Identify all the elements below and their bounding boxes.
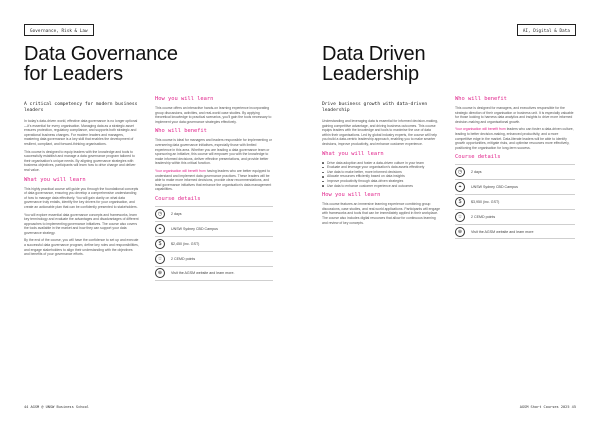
- who-benefit-text: having leaders who are better equipped to understand and implement data governance practices. These leaders will be able to make more informed decisions, provide clear recommendations, and lead governance initiatives that enhance the organisation's data management capabilities.: [155, 168, 272, 192]
- who-benefit-text: leaders who can foster a data-driven culture, leading to better decision-making, enhanced productivity, and a more competitive edge in the market. Data-literate leaders will be able to identify growth opportunities, mitigate risks, and optimise resources more effectively, positioning the organisation for long-term success.: [455, 127, 574, 150]
- list-item: Use data to make better, more informed decisions: [322, 170, 440, 175]
- course-title-line1: Data Driven: [322, 43, 426, 65]
- detail-points: [455, 209, 575, 224]
- how-heading: How you will learn: [322, 192, 381, 199]
- course-title: [24, 44, 178, 84]
- detail-text: UNSW Sydney CBD Campus: [171, 226, 218, 231]
- who-heading: Who will benefit: [455, 96, 507, 102]
- intro-heading: Drive business growth with data-driven leadership: [322, 102, 428, 113]
- course-title-line2: Leadership: [322, 63, 419, 85]
- learn-paragraph: You will explore essential data governance concepts and frameworks, learn key terminology and evaluate the advantages and disadvantages of different approaches to implementing governance initiatives. The course also covers the tools available in the market and how they can support your data governance strategy.: [24, 212, 139, 235]
- learn-paragraph: By the end of the course, you will have the confidence to set up and execute a successful data governance program, define key roles and responsibilities, and engage stakeholders to align their understanding with the objectives and benefits of your governance efforts.: [24, 238, 139, 257]
- left-column: [322, 102, 440, 228]
- detail-text: UNSW Sydney CBD Campus: [471, 185, 518, 190]
- category-tag: AI, Digital & Data: [517, 24, 576, 36]
- detail-location: [455, 179, 575, 194]
- detail-duration: [155, 206, 273, 221]
- list-item: Drive data adoption and foster a data-driven culture in your team: [322, 161, 440, 166]
- learn-paragraph: This highly practical course will guide you through the foundational concepts of data governance, ensuring you develop a comprehensive understanding of how to manage data effectively. You will gain clarity on what data governance truly entails, identify the key drivers for your organisation, and create an actionable plan that can be confidently presented to stakeholders.: [24, 186, 139, 209]
- list-item: Evaluate and leverage your organisation's data assets effectively: [322, 165, 440, 170]
- left-column: [24, 102, 139, 260]
- who-benefit-paragraph: [455, 127, 575, 150]
- detail-website-link[interactable]: [455, 224, 575, 239]
- detail-text: 2 CEMD points: [171, 256, 196, 261]
- list-item: Use data to enhance customer experience and outcomes: [322, 184, 440, 189]
- detail-text: 2 days: [171, 211, 182, 216]
- page-footer: AGSM Short Courses 2025 45: [519, 405, 576, 409]
- details-list: [155, 206, 273, 281]
- who-benefit-label: Your organisation will benefit from: [455, 127, 506, 132]
- learn-heading: What you will learn: [24, 176, 86, 183]
- detail-price: [155, 236, 273, 251]
- course-title: [322, 44, 425, 84]
- detail-text: $3,950 (inc. GST): [471, 200, 500, 205]
- who-heading: Who will benefit: [155, 128, 207, 135]
- right-column: [455, 96, 575, 239]
- intro-heading: A critical competency for modern business leaders: [24, 102, 138, 113]
- detail-price: [455, 194, 575, 209]
- location-pin-icon: ⌖: [455, 182, 465, 192]
- detail-text[interactable]: Visit the AGSM website and learn more.: [171, 271, 235, 276]
- detail-text: 2 CEMD points: [471, 215, 496, 220]
- right-page: [300, 0, 600, 424]
- detail-text: $2,450 (inc. GST): [171, 241, 200, 246]
- who-paragraph: This course is ideal for managers and leaders responsible for implementing or overseeing data governance initiatives, especially those with limited experience in this area. Whether you are leading a data governance team or sponsoring an initiative, this course will empower you with the knowledge to make informed decisions, deliver effective presentations, and provide better leadership within this critical function.: [155, 138, 272, 166]
- globe-icon: ⊕: [155, 268, 165, 278]
- location-pin-icon: ⌖: [155, 224, 165, 234]
- how-paragraph: This course offers an interactive hands-on learning experience incorporating group discussions, activities, and real-world case studies. By applying theoretical knowledge to practical scenarios, you'll gain the tools necessary to implement your data governance strategies effectively.: [155, 106, 272, 124]
- detail-location: [155, 221, 273, 236]
- learn-heading: What you will learn: [322, 150, 384, 157]
- intro-paragraph: This course is designed to equip leaders with the knowledge and tools to successfully establish and manage a data governance program tailored to their organisation's unique needs. By aligning governance strategies with business objectives, participants will learn how to drive change and deliver real value.: [24, 149, 136, 172]
- globe-icon: ⊕: [455, 227, 465, 237]
- star-icon: ☆: [155, 254, 165, 264]
- detail-points: [155, 251, 273, 266]
- detail-text: 2 days: [471, 170, 482, 175]
- details-list: [455, 164, 575, 239]
- star-icon: ☆: [455, 212, 465, 222]
- detail-text[interactable]: Visit the AGSM website and learn more: [471, 229, 534, 234]
- who-paragraph: This course is designed for managers, and executives responsible for the strategic direction of their organisation or business unit. It is especially valuable for those looking to harness data analytics and insights to drive more informed decision-making and organisational growth.: [455, 106, 574, 124]
- category-tag: Governance, Risk & Law: [24, 24, 94, 36]
- right-column: [155, 96, 273, 281]
- course-title-line2: for Leaders: [24, 63, 123, 85]
- clock-icon: ◷: [155, 209, 165, 219]
- intro-paragraph: Understanding and leveraging data is essential for informed decision-making, gaining competitive advantage, and driving business outcomes. This course equips leaders with the knowledge and tools to maximise the use of data within their organisations. Led by global industry experts, the course will help you build a data-centric leadership approach, enabling you to make smarter decisions, improve productivity, and enhance customer experience.: [322, 119, 438, 146]
- dollar-icon: $: [155, 239, 165, 249]
- intro-paragraph: In today's data-driven world, effective data governance is no longer optional—it's essential for every organisation. Managing data as a strategic asset ensures protection, regulatory compliance, and supports both strategic and operational business changes. For modern leaders and managers, mastering data governance is a key skill that enables the development of resilient, compliant, and forward-thinking organisations.: [24, 119, 138, 146]
- clock-icon: ◷: [455, 167, 465, 177]
- details-heading: Course details: [155, 195, 201, 202]
- learn-list: [322, 161, 440, 189]
- how-paragraph: This course features an immersive learning experience combining group discussions, case studies, and real-world applications. Participants will engage with frameworks and tools that can be immediately applied in their workplace. The course also includes digital resources that allow for continuous learning and review of key concepts.: [322, 202, 440, 225]
- course-title-line1: Data Governance: [24, 43, 178, 65]
- dollar-icon: $: [455, 197, 465, 207]
- page-footer: 44 AGSM @ UNSW Business School: [24, 405, 89, 409]
- details-heading: Course details: [455, 154, 501, 161]
- who-benefit-label: Your organisation will benefit from: [155, 168, 206, 173]
- detail-website-link[interactable]: [155, 266, 273, 281]
- who-benefit-paragraph: [155, 169, 273, 192]
- how-heading: How you will learn: [155, 96, 214, 102]
- list-item: Improve productivity through data-driven strategies: [322, 179, 440, 184]
- list-item: Allocate resources efficiently based on data insights: [322, 174, 440, 179]
- detail-duration: [455, 164, 575, 179]
